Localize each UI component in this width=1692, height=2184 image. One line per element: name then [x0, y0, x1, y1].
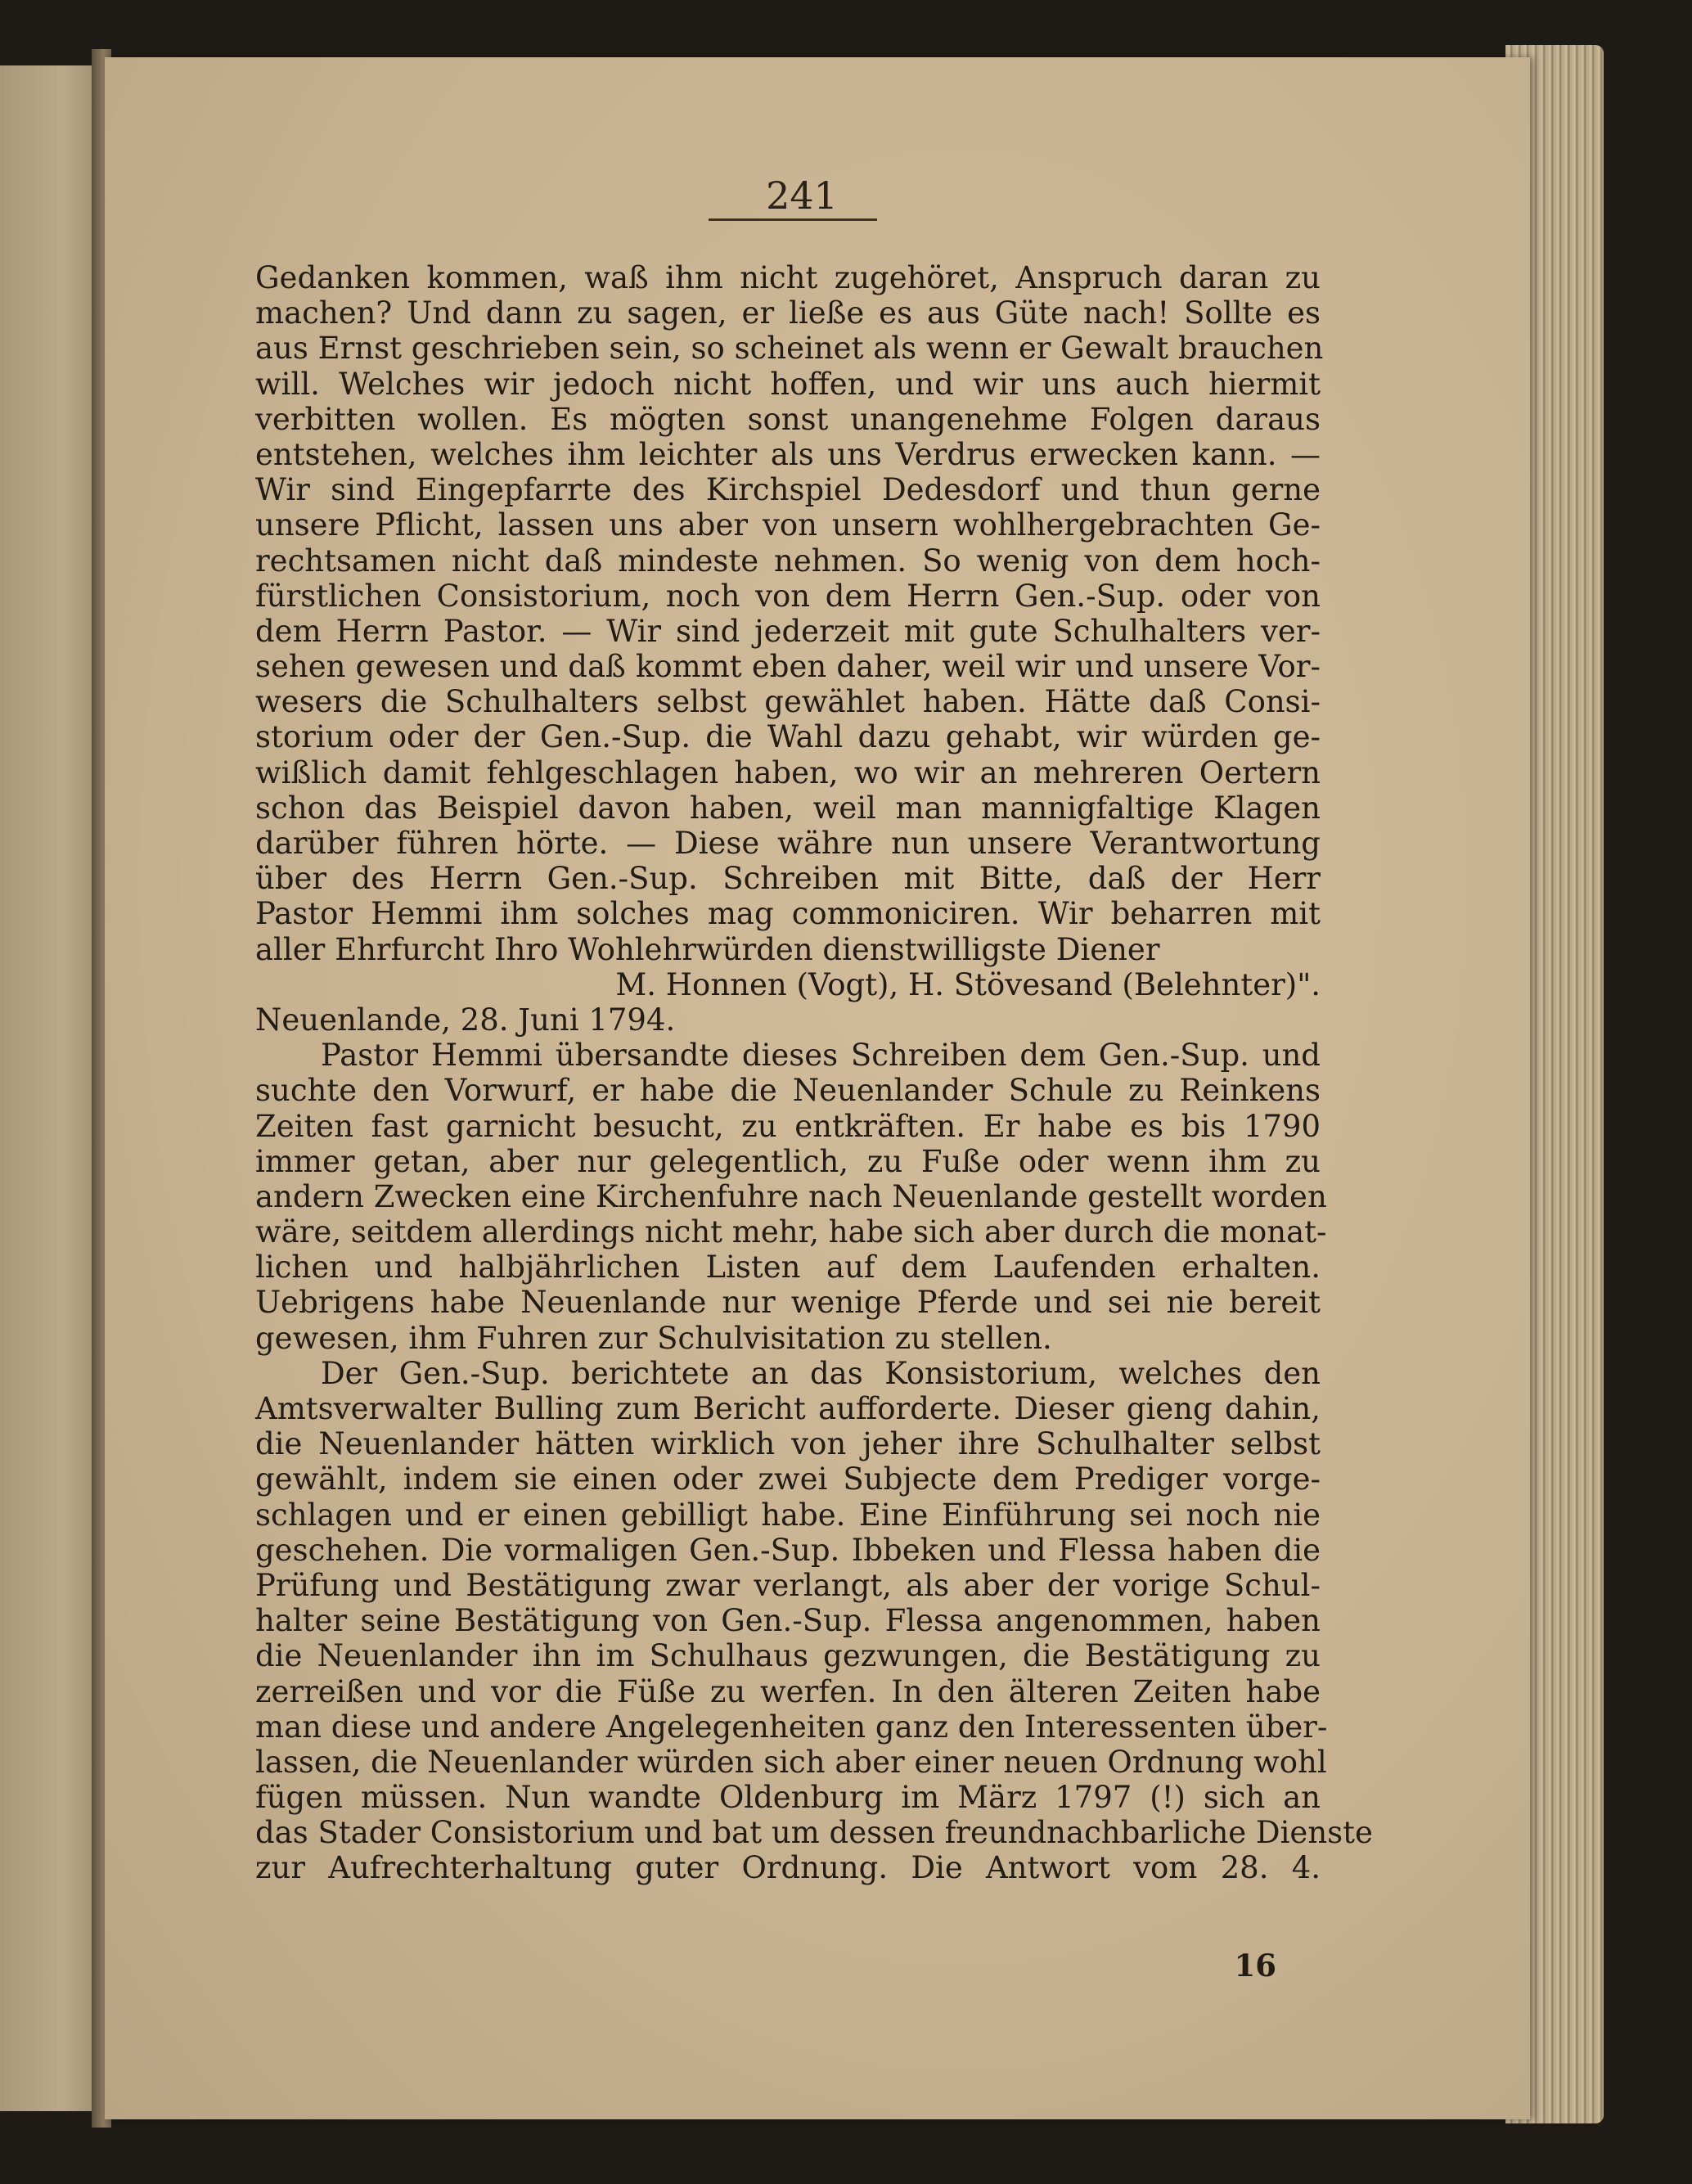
text-line: schon das Beispiel davon haben, weil man mannigfaltige Klagen — [255, 790, 1321, 826]
date-line: Neuenlande, 28. Juni 1794. — [255, 1002, 676, 1038]
text-line: entstehen, welches ihm leichter als uns Verdrus erwecken kann. — — [255, 436, 1321, 472]
text-line: darüber führen hörte. — Diese währe nun unsere Verantwortung — [255, 826, 1321, 861]
text-line: Prüfung und Bestätigung zwar verlangt, als aber der vorige Schul- — [255, 1567, 1321, 1603]
text-line: aus Ernst geschrieben sein, so scheinet als wenn er Gewalt brauchen — [255, 331, 1324, 367]
text-line: geschehen. Die vormaligen Gen.-Sup. Ibbeken und Flessa haben die — [255, 1532, 1321, 1568]
text-line: zur Aufrechterhaltung guter Ordnung. Die Antwort vom 28. 4. — [255, 1850, 1321, 1886]
text-line: aller Ehrfurcht Ihro Wohlehrwürden dienstwilligste Diener — [255, 931, 1160, 967]
text-line: gewählt, indem sie einen oder zwei Subjecte dem Prediger vorge- — [255, 1461, 1321, 1497]
text-line: unsere Pflicht, lassen uns aber von unsern wohlhergebrachten Ge- — [255, 507, 1321, 543]
text-line: lassen, die Neuenlander würden sich aber einer neuen Ordnung wohl — [255, 1744, 1327, 1780]
text-line: will. Welches wir jedoch nicht hoffen, und wir uns auch hiermit — [255, 366, 1321, 402]
text-line: zerreißen und vor die Füße zu werfen. In den älteren Zeiten habe — [255, 1673, 1321, 1709]
text-line: dem Herrn Pastor. — Wir sind jederzeit mit gute Schulhalters ver- — [255, 613, 1321, 649]
text-line: das Stader Consistorium und bat um dessen freundnachbarliche Dienste — [255, 1815, 1373, 1851]
text-line: Wir sind Eingepfarrte des Kirchspiel Dedesdorf und thun gerne — [255, 472, 1321, 508]
text-line: Pastor Hemmi übersandte dieses Schreiben dem Gen.-Sup. und — [321, 1038, 1321, 1074]
text-line: Der Gen.-Sup. berichtete an das Konsistorium, welches den — [321, 1355, 1321, 1391]
body-text — [255, 260, 1373, 1886]
text-line: storium oder der Gen.-Sup. die Wahl dazu gehabt, wir würden ge- — [255, 719, 1321, 755]
text-line: wäre, seitdem allerdings nicht mehr, habe sich aber durch die monat- — [255, 1214, 1327, 1250]
text-line: lichen und halbjährlichen Listen auf dem Laufenden erhalten. — [255, 1250, 1321, 1286]
facing-page-edge — [0, 65, 105, 2111]
text-line: die Neuenlander ihn im Schulhaus gezwungen, die Bestätigung zu — [255, 1638, 1321, 1674]
text-line: man diese und andere Angelegenheiten ganz den Interessenten über- — [255, 1709, 1328, 1745]
text-line: sehen gewesen und daß kommt eben daher, weil wir und unsere Vor- — [255, 649, 1321, 685]
text-line: machen? Und dann zu sagen, er ließe es aus Güte nach! Sollte es — [255, 295, 1321, 331]
text-line: die Neuenlander hätten wirklich von jeher ihre Schulhalter selbst — [255, 1426, 1321, 1462]
text-line: schlagen und er einen gebilligt habe. Eine Einführung sei noch nie — [255, 1497, 1321, 1533]
text-line: Gedanken kommen, waß ihm nicht zugehöret, Anspruch daran zu — [255, 260, 1321, 295]
signatories-line: M. Honnen (Vogt), H. Stövesand (Belehnter)". — [615, 966, 1321, 1002]
text-line: fügen müssen. Nun wandte Oldenburg im März 1797 (!) sich an — [255, 1780, 1321, 1816]
header-rule — [709, 218, 877, 221]
signature-mark: 16 — [1234, 1948, 1276, 1984]
page-number: 241 — [766, 173, 838, 218]
text-line: Zeiten fast garnicht besucht, zu entkräften. Er habe es bis 1790 — [255, 1108, 1321, 1144]
text-line: andern Zwecken eine Kirchenfuhre nach Neuenlande gestellt worden — [255, 1178, 1327, 1214]
text-line: Amtsverwalter Bulling zum Bericht aufforderte. Dieser gieng dahin, — [255, 1391, 1321, 1426]
text-line: rechtsamen nicht daß mindeste nehmen. So wenig von dem hoch- — [255, 543, 1321, 579]
text-line: Uebrigens habe Neuenlande nur wenige Pferde und sei nie bereit — [255, 1285, 1321, 1321]
text-line: gewesen, ihm Fuhren zur Schulvisitation zu stellen. — [255, 1320, 1052, 1356]
text-line: Pastor Hemmi ihm solches mag commoniciren. Wir beharren mit — [255, 896, 1321, 932]
text-line: verbitten wollen. Es mögten sonst unangenehme Folgen daraus — [255, 401, 1321, 437]
text-line: über des Herrn Gen.-Sup. Schreiben mit Bitte, daß der Herr — [255, 861, 1321, 897]
text-line: wißlich damit fehlgeschlagen haben, wo wir an mehreren Oertern — [255, 754, 1321, 790]
text-line: halter seine Bestätigung von Gen.-Sup. Flessa angenommen, haben — [255, 1603, 1321, 1639]
text-line: immer getan, aber nur gelegentlich, zu Fuße oder wenn ihm zu — [255, 1143, 1321, 1179]
text-line: wesers die Schulhalters selbst gewählet haben. Hätte daß Consi- — [255, 684, 1321, 720]
text-line: fürstlichen Consistorium, noch von dem Herrn Gen.-Sup. oder von — [255, 578, 1321, 614]
text-line: suchte den Vorwurf, er habe die Neuenlander Schule zu Reinkens — [255, 1073, 1321, 1109]
